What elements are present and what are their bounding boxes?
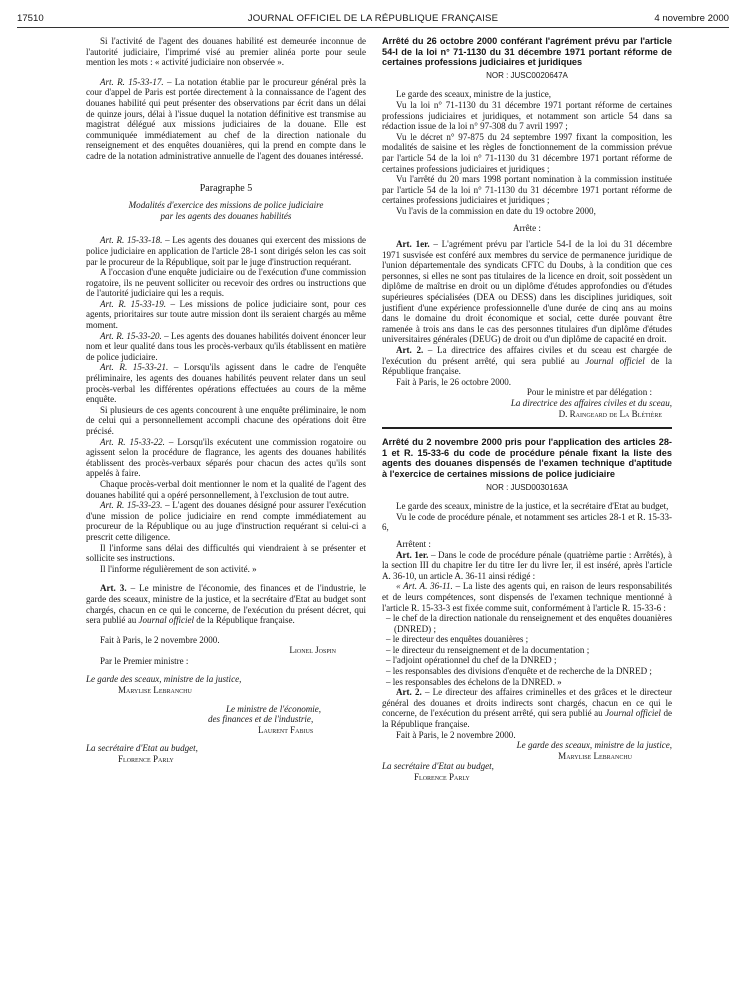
article-r-15-33-17 bbox=[86, 77, 366, 162]
article-1 bbox=[382, 239, 672, 345]
article-r-15-33-21 bbox=[86, 362, 366, 404]
paragraph: Vu le code de procédure pénale, et notamment ses articles 28-1 et R. 15-33-6, bbox=[382, 511, 672, 533]
article-text-end: de la République française. bbox=[194, 615, 295, 626]
article-ref: Art. R. 15-33-22. bbox=[100, 436, 165, 447]
paragraph: Si l'activité de l'agent des douanes habilité est demeurée inconnue de l'autorité judiciaire, l'imprimé visé au premier alinéa porte pour seule mention les mots : « activité judiciaire non observée ». bbox=[86, 36, 366, 68]
article-ref: Art. R. 15-33-17. bbox=[100, 76, 164, 87]
paragraph: Chaque procès-verbal doit mentionner le nom et la qualité de l'agent des douanes habilité qui a opéré personnellement, à l'exclusion de tout autre. bbox=[86, 478, 366, 500]
signatory-title: La directrice des affaires civiles et du sceau, bbox=[510, 398, 672, 408]
section-subtitle-line: Modalités d'exercice des missions de police judiciaire bbox=[128, 200, 324, 211]
journal-title: JOURNAL OFFICIEL DE LA RÉPUBLIQUE FRANÇAISE bbox=[247, 13, 499, 24]
signature-date: Fait à Paris, le 2 novembre 2000. bbox=[100, 634, 220, 645]
article-label: Art. 2. bbox=[396, 345, 424, 356]
nor-reference: NOR : JUSD0030163A bbox=[486, 482, 568, 492]
article-text: – Les missions de police judiciaire sont, pour ces agents, prioritaires sur toute autre mission dont ils seraient chargés au même moment. bbox=[86, 298, 366, 331]
article-text: – L'agrément prévu par l'article 54-I de la loi du 31 décembre 1971 susvisée est conféré aux membres du service de permanence juridique de l'union départementale des syndicats CFTC du Doubs, à la condition que ces personnes, si elles ne sont pas titulaires de la licence en droit, soit possèdent un diplôme de maîtrise en droit ou un diplôme d'études approfondies ou d'études supérieures spécialisées (DEA ou DESS) dans les disciplines juridiques, soit justifient d'une expérience professionnelle d'une durée de cinq ans au moins dans le domaine du droit économique et social, cette durée pouvant être ramenée à trois ans dans le cas des personnes titulaires d'un diplôme d'études universitaires générales (DEUG) de droit ou d'un diplôme de capacité en droit. bbox=[382, 239, 673, 345]
header-rule bbox=[17, 27, 729, 28]
list-item: – les responsables des échelons de la DNRED. » bbox=[386, 676, 562, 687]
list-item: – les responsables des divisions d'enquête et de recherche de la DNRED ; bbox=[386, 666, 652, 677]
article-r-15-33-19 bbox=[86, 299, 366, 331]
signatory-title: La secrétaire d'Etat au budget, bbox=[86, 743, 198, 754]
signatory-title: La secrétaire d'Etat au budget, bbox=[382, 761, 494, 772]
signature-date: Fait à Paris, le 2 novembre 2000. bbox=[396, 729, 516, 740]
article-r-15-33-20 bbox=[86, 331, 366, 363]
signatory-title: Le garde des sceaux, ministre de la justice, bbox=[86, 674, 242, 685]
signature-intro: Pour le ministre et par délégation : bbox=[526, 387, 652, 398]
article-label: Art. 1er. bbox=[396, 549, 429, 560]
article-text: – Les agents des douanes qui exercent des missions de police judiciaire en application de l'article 28-1 sont dirigés selon les cas soit par le procureur de la République, soit par le juge d'instruction requérant. bbox=[86, 235, 366, 267]
paragraph: A l'occasion d'une enquête judiciaire ou de l'exécution d'une commission rogatoire, ils ne peuvent solliciter ou recevoir des ordres ou instructions que de l'autorité judiciaire qui les a requis. bbox=[86, 267, 366, 299]
signatory-name: D. Raingeard de La Blétière bbox=[558, 408, 662, 419]
article-text: – L'agent des douanes désigné pour assurer l'exécution d'une mission de police judiciaire en rend compte immédiatement au procureur de la République ou au juge d'instruction requérant si celui-ci a prescrit cette diligence. bbox=[86, 500, 366, 542]
decree-title: Arrêté du 2 novembre 2000 pris pour l'application des articles 28-1 et R. 15-33-6 du code de procédure pénale fixant la liste des agents des douanes dispensés de l'examen technique d'aptitude à l'exercice de certaines missions de police judiciaire bbox=[382, 437, 672, 479]
article-label: Art. 3. bbox=[100, 583, 127, 594]
arretent-heading: Arrêtent : bbox=[396, 538, 431, 549]
arrete-heading: Arrête : bbox=[513, 222, 541, 233]
article-3 bbox=[86, 583, 366, 625]
paragraph: Vu le décret n° 97-875 du 24 septembre 1997 fixant la composition, les modalités de saisine et les règles de fonctionnement de la commission prévue par l'article 54 de la loi n° 71-1130 du 31 décembre 1971 portant réforme de certaines professions judiciaires et juridiques ; bbox=[382, 131, 672, 174]
article-ref: Art. R. 15-33-23. bbox=[100, 500, 163, 511]
page-number: 17510 bbox=[17, 13, 44, 24]
article-ref: Art. R. 15-33-19. bbox=[100, 298, 167, 309]
signatory-title: des finances et de l'industrie, bbox=[208, 714, 314, 725]
journal-name: Journal officiel bbox=[585, 355, 645, 366]
article-text-end: de la République française. bbox=[382, 708, 672, 730]
signatory-name: Laurent Fabius bbox=[258, 724, 314, 735]
article-r-15-33-23 bbox=[86, 500, 366, 542]
article-r-15-33-22 bbox=[86, 437, 366, 479]
list-item: – l'adjoint opérationnel du chef de la DNRED ; bbox=[386, 655, 557, 666]
article-2 bbox=[382, 687, 672, 729]
list-item: – le directeur du renseignement et de la documentation ; bbox=[386, 644, 590, 655]
signatory-name: Marylise Lebranchu bbox=[558, 750, 632, 761]
article-label: Art. 2. bbox=[396, 687, 422, 698]
article-text: – Le ministre de l'économie, des finances et de l'industrie, le garde des sceaux, ministre de la justice, et la secrétaire d'Etat au budget sont chargés, chacun en ce qui le concerne, de l'exécution du présent décret, qui sera publié au bbox=[86, 583, 366, 626]
signature-intro: Par le Premier ministre : bbox=[100, 655, 189, 666]
right-column bbox=[382, 36, 672, 783]
article-text: – Lorsqu'ils exécutent une commission rogatoire ou agissent selon la procédure de flagrance, les agents des douanes habilités établissent des procès-verbaux séparés pour chacun des actes qu'ils sont appelés à faire. bbox=[86, 436, 366, 479]
article-text: – Dans le code de procédure pénale (quatrième partie : Arrêtés), à la section III du chapitre Ier du titre Ier du livre Ier, il est inséré, après l'article A. 36-10, un article A. 36-11 ainsi rédigé : bbox=[382, 549, 672, 581]
left-column bbox=[86, 36, 366, 765]
article-ref: Art. R. 15-33-18. bbox=[100, 235, 163, 246]
signatory-title: Le garde des sceaux, ministre de la justice, bbox=[516, 740, 672, 751]
list-item: – le chef de la direction nationale du renseignement et des enquêtes douanières (DNRED) ; bbox=[386, 613, 672, 634]
signatory-name: Florence Parly bbox=[118, 754, 174, 765]
signatory-name: Florence Parly bbox=[414, 772, 470, 782]
article-ref: Art. R. 15-33-21. bbox=[100, 362, 169, 373]
article-text: – La directrice des affaires civiles et du sceau est chargée de l'exécution du présent arrêté, qui sera publié au bbox=[382, 345, 672, 366]
nor-reference: NOR : JUSC0020647A bbox=[486, 70, 568, 80]
signatory-name: Marylise Lebranchu bbox=[118, 685, 192, 696]
issue-date: 4 novembre 2000 bbox=[654, 13, 729, 24]
journal-name: Journal officiel bbox=[605, 708, 661, 719]
paragraph: Le garde des sceaux, ministre de la justice, et la secrétaire d'Etat au budget, bbox=[396, 501, 669, 512]
article-text: – La liste des agents qui, en raison de leurs responsabilités et de leurs compétences, sont dispensés de l'examen technique mentionné à l'article R. 15-33-3 est fixée comme suit, conformément à l'article R. 15-33-6 : bbox=[382, 581, 672, 613]
section-subtitle bbox=[86, 200, 366, 221]
article-r-15-33-18 bbox=[86, 235, 366, 267]
paragraph: Si plusieurs de ces agents concourent à une enquête préliminaire, le nom de celui qui a personnellement accompli chacune des opérations doit être précisé. bbox=[86, 404, 366, 436]
article-text: – La notation établie par le procureur général près la cour d'appel de Paris est portée directement à la connaissance de l'agent des douanes habilité qui peut présenter des observations par écrit dans un délai de quinze jours, délai à l'issue duquel la notation définitive est transmise au magistrat délégué aux missions judiciaires de la douane. Elle est communiquée immédiatement au chef de la direction nationale du renseignement et des enquêtes douanières, qui la prend en compte dans le cadre de la notation administrative annuelle de l'agent des douanes intéressé. bbox=[86, 76, 367, 161]
decree-title: Arrêté du 26 octobre 2000 conférant l'agrément prévu par l'article 54-I de la loi n° 71-1130 du 31 décembre 1971 portant réforme de certaines professions judiciaires et juridiques bbox=[382, 36, 672, 68]
paragraph: Le garde des sceaux, ministre de la justice, bbox=[396, 89, 551, 100]
article-1 bbox=[382, 550, 672, 582]
section-subtitle-line: par les agents des douanes habilités bbox=[160, 210, 292, 221]
signature-date: Fait à Paris, le 26 octobre 2000. bbox=[396, 376, 512, 387]
quoted-article bbox=[382, 581, 672, 613]
agent-list bbox=[382, 613, 672, 687]
signatory-title: Le ministre de l'économie, bbox=[226, 703, 322, 714]
article-ref: « Art. A. 36-11. bbox=[396, 581, 453, 592]
section-title: Paragraphe 5 bbox=[199, 182, 253, 194]
page-header bbox=[17, 11, 729, 27]
section-divider bbox=[382, 427, 672, 429]
journal-name: Journal officiel bbox=[138, 615, 195, 626]
signatory-name: Lionel Jospin bbox=[289, 645, 336, 656]
paragraph: Vu l'arrêté du 20 mars 1998 portant nomination à la commission instituée par l'article 54 de la loi n° 71-1130 du 31 décembre 1971 portant réforme de certaines professions judiciaires et juridiques ; bbox=[382, 174, 672, 206]
article-2 bbox=[382, 345, 672, 377]
paragraph: Vu la loi n° 71-1130 du 31 décembre 1971 portant réforme de certaines professions judiciaires et juridiques, et notamment son article 54 dans sa rédaction issue de la loi n° 97-308 du 7 avril 1997 ; bbox=[382, 99, 672, 132]
paragraph: Il l'informe sans délai des difficultés qui viendraient à se présenter et sollicite ses instructions. bbox=[86, 542, 366, 564]
list-item: – le directeur des enquêtes douanières ; bbox=[386, 634, 529, 645]
paragraph: Vu l'avis de la commission en date du 19 octobre 2000, bbox=[396, 205, 596, 216]
article-text: – Les agents des douanes habilités doivent énoncer leur nom et leur qualité dans tous les procès-verbaux qu'ils établissent en matière de police judiciaire. bbox=[86, 330, 366, 362]
article-text: – Lorsqu'ils agissent dans le cadre de l'enquête préliminaire, les agents des douanes habilités peuvent relater dans un seul procès-verbal les différentes opérations effectuées au cours de la même enquête. bbox=[86, 362, 366, 405]
article-ref: Art. R. 15-33-20. bbox=[100, 330, 162, 341]
paragraph: Il l'informe régulièrement de son activité. » bbox=[100, 563, 257, 574]
article-text: – Le directeur des affaires criminelles et des grâces et le directeur général des douanes et droits indirects sont chargés, chacun en ce qui le concerne, de l'exécution du présent arrêté, qui sera publié au bbox=[382, 687, 672, 719]
article-label: Art. 1er. bbox=[396, 239, 430, 250]
article-text-end: de la République française. bbox=[382, 355, 673, 377]
